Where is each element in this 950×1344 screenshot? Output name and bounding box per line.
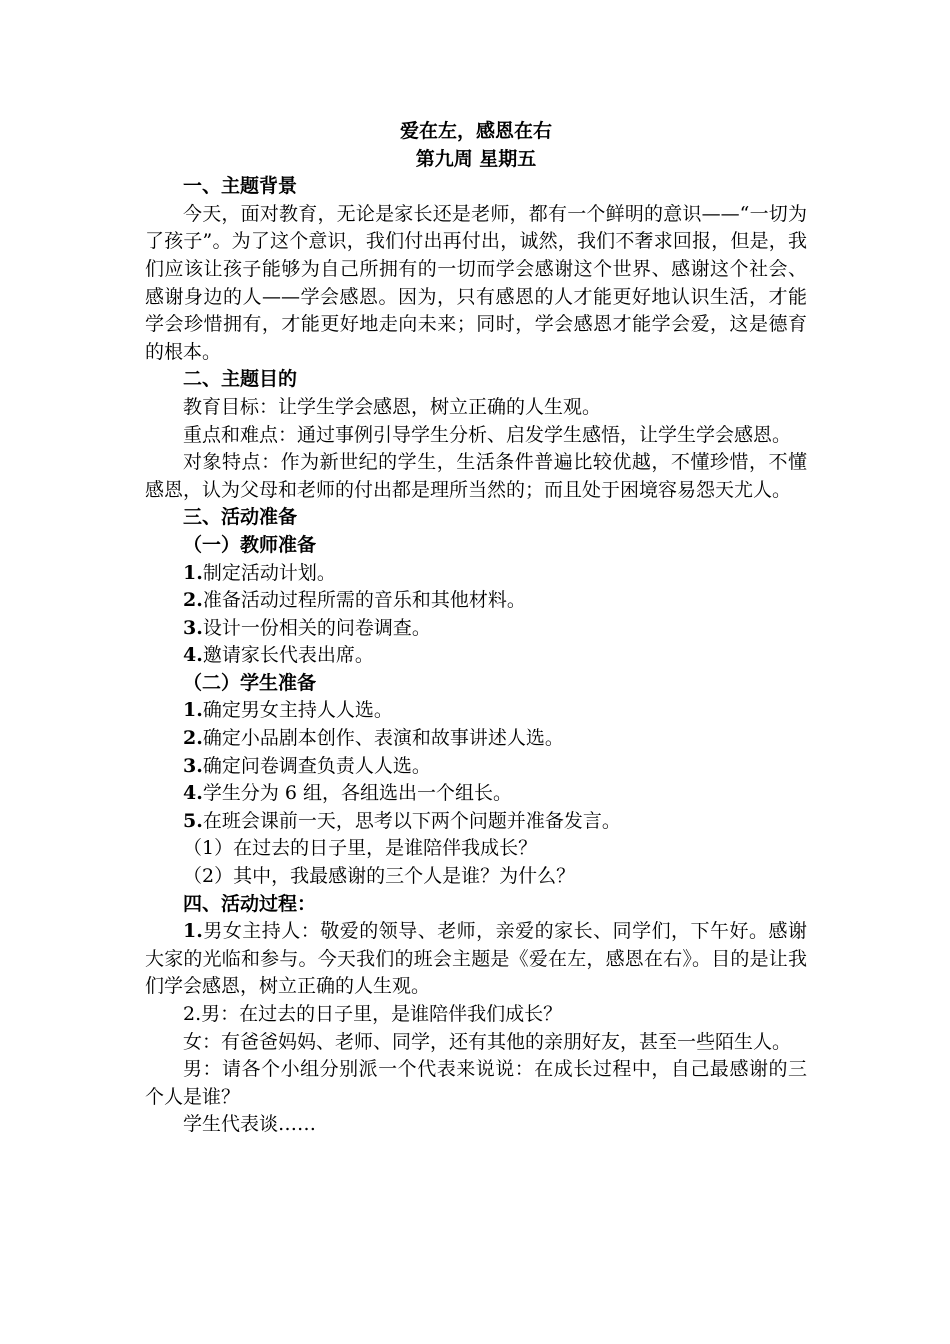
document-page — [145, 118, 807, 1139]
document-subtitle: 第九周 星期五 — [415, 147, 537, 170]
process-paragraph-5: 学生代表谈…… — [183, 1113, 317, 1136]
question-item: （2）其中，我最感谢的三个人是谁？为什么？ — [183, 865, 576, 888]
purpose-key-points: 重点和难点：通过事例引导学生分析、启发学生感悟，让学生学会感恩。 — [183, 423, 792, 446]
list-item: 3.设计一份相关的问卷调查。 — [183, 616, 431, 639]
process-paragraph-2: 2.男：在过去的日子里，是谁陪伴我们成长？ — [183, 1003, 563, 1025]
list-item: 5.在班会课前一天，思考以下两个问题并准备发言。 — [183, 809, 621, 832]
process-paragraph-1: 1.男女主持人：敬爱的领导、老师，亲爱的家长、同学们，下午好。感谢大家的光临和参与。今天我们的班会主题是《爱在左，感恩在右》。目的是让我们学会感恩，树立正确的人生观。 — [145, 920, 807, 998]
teacher-preparation-heading: （一）教师准备 — [183, 533, 317, 556]
list-item: 1.制定活动计划。 — [183, 561, 336, 584]
purpose-target-features: 对象特点：作为新世纪的学生，生活条件普遍比较优越，不懂珍惜，不懂感恩，认为父母和老师的付出都是理所当然的；而且处于困境容易怨天尤人。 — [145, 451, 807, 501]
question-item: （1）在过去的日子里，是谁陪伴我成长？ — [183, 837, 538, 860]
list-item: 4.邀请家长代表出席。 — [183, 644, 374, 667]
document-title: 爱在左，感恩在右 — [399, 120, 552, 142]
list-item: 3.确定问卷调查负责人人选。 — [183, 754, 431, 777]
section-heading-background: 一、主题背景 — [183, 175, 298, 198]
list-item: 4.学生分为 6 组，各组选出一个组长。 — [183, 782, 513, 805]
background-paragraph: 今天，面对教育，无论是家长还是老师，都有一个鲜明的意识——“一切为了孩子”。为了这个意识，我们付出再付出，诚然，我们不奢求回报，但是，我们应该让孩子能够为自己所拥有的一切而学会感谢这个世界、感谢这个社会、感谢身边的人——学会感恩。因为，只有感恩的人才能更好地认识生活，才能学会珍惜拥有，才能更好地走向未来；同时，学会感恩才能学会爱，这是德育的根本。 — [145, 202, 807, 363]
section-heading-purpose: 二、主题目的 — [183, 368, 298, 391]
list-item: 2.确定小品剧本创作、表演和故事讲述人选。 — [183, 727, 564, 750]
process-paragraph-3: 女：有爸爸妈妈、老师、同学，还有其他的亲朋好友，甚至一些陌生人。 — [183, 1030, 792, 1053]
section-heading-process: 四、活动过程： — [183, 892, 317, 915]
student-preparation-heading: （二）学生准备 — [183, 671, 317, 694]
section-heading-preparation: 三、活动准备 — [183, 506, 298, 529]
list-item: 1.确定男女主持人人选。 — [183, 699, 393, 722]
process-paragraph-4: 男：请各个小组分别派一个代表来说说：在成长过程中，自己最感谢的三个人是谁？ — [145, 1058, 807, 1108]
purpose-goal: 教育目标：让学生学会感恩，树立正确的人生观。 — [183, 395, 602, 418]
list-item: 2.准备活动过程所需的音乐和其他材料。 — [183, 589, 526, 612]
